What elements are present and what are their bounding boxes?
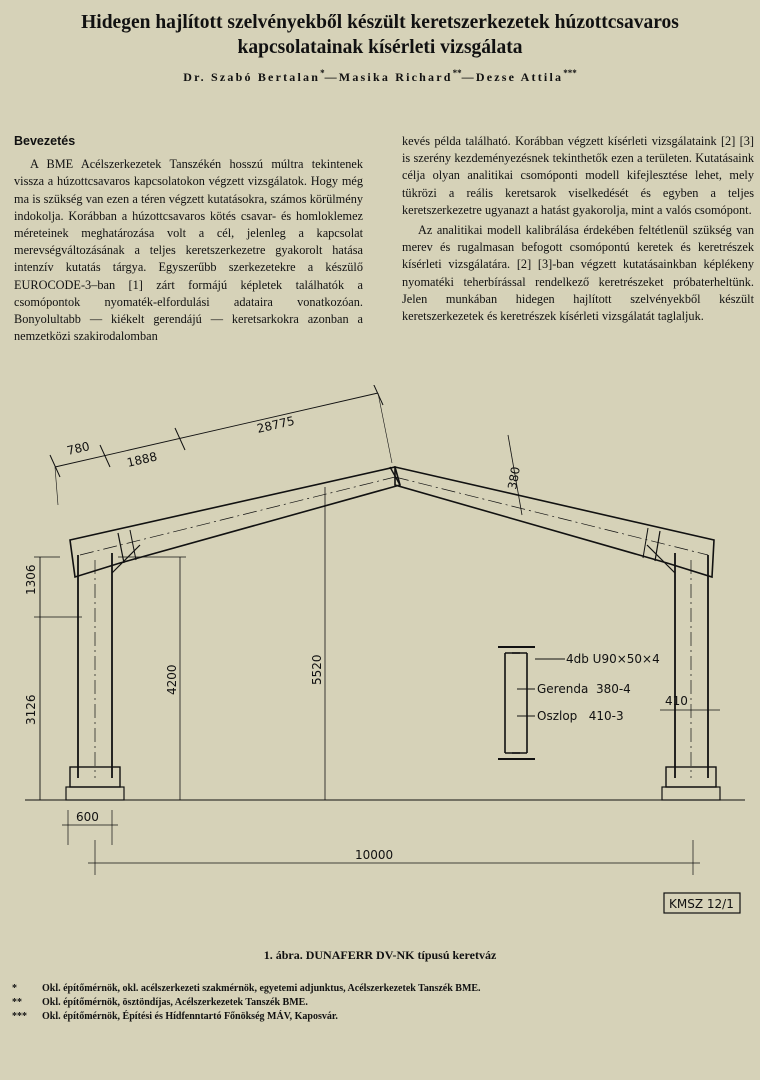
dim-600: 600 <box>76 810 99 824</box>
dim-780: 780 <box>65 439 91 458</box>
left-rafter-member <box>70 467 400 577</box>
dim-1888: 1888 <box>125 449 159 470</box>
author-1-mark: * <box>320 68 325 78</box>
figure-caption: 1. ábra. DUNAFERR DV-NK típusú keretváz <box>263 948 497 962</box>
author-1: Dr. Szabó Bertalan <box>183 70 321 84</box>
footnote-3-mark: *** <box>12 1011 27 1022</box>
title-line-2: kapcsolatainak kísérleti vizsgálata <box>237 37 523 58</box>
author-2: —Masika Richard <box>324 70 453 84</box>
dim-1306: 1306 <box>24 564 38 595</box>
section-heading: Bevezetés <box>14 134 76 148</box>
left-paragraph-1: A BME Acélszerkezetek Tanszékén hosszú múltra tekintenek vissza a húzottcsavaros kapcsolatokon végzett vizsgálatok. Hogy még ma is szükség van ezen a téren végzett kutatásokra, számos körülmény indokolja. Korábban a húzottcsavaros kötés csavar- és homloklemez méreteinek meghatározása volt a cél, jelenleg a kapcsolat merevségváltozásának a teljes keretszerkezetre gyakorolt hatása intenzív kutatás tárgya. Egyszerűbb szerkezetekre a készülő EUROCODE-3–ban [1] zárt formájú képletek találhatók a csomópontok nyomaték-elfordulási adataira vonatkozóan. Bonyolultabb — kiékelt gerendájú — keretsarkokra azonban a nemzetközi szakirodalomban <box>14 157 363 344</box>
footnote-1-mark: * <box>12 983 17 994</box>
legend-beam: Gerenda 380-4 <box>537 682 631 696</box>
right-rafter-member <box>390 467 714 577</box>
footnote-1-text: Okl. építőmérnök, okl. acélszerkezeti szakmérnök, egyetemi adjunktus, Acélszerkezetek Tanszék BME. <box>42 983 481 994</box>
footnote-3-text: Okl. építőmérnök, Építési és Hídfenntartó Főnökség MÁV, Kaposvár. <box>42 1011 338 1022</box>
dim-28775: 28775 <box>255 413 296 436</box>
stamp-label: KMSZ 12/1 <box>669 897 734 911</box>
frame-drawing <box>0 385 760 925</box>
left-column <box>14 133 363 345</box>
right-paragraph-1: kevés példa található. Korábban végzett kísérleti vizsgálataink [2] [3] is szerény kezdeményezésnek tekinthetők ezen a területen. Kutatásaink célja olyan analitikai csomóponti modell kifejlesztése lehet, mely tükrözi a reális keretsarok viselkedését és egyben a teljes keretszerkezetre ugyanazt a hatást gyakorolja, mint a valós csomópont. <box>402 134 754 217</box>
author-3: —Dezse Attila <box>461 70 564 84</box>
footnote-3 <box>12 1010 338 1024</box>
paper-title <box>20 10 740 60</box>
right-column-member <box>647 545 720 800</box>
dim-4200: 4200 <box>165 664 179 695</box>
footnote-1 <box>12 982 481 996</box>
author-2-mark: ** <box>452 68 462 78</box>
author-line <box>20 68 740 85</box>
footnote-2-text: Okl. építőmérnök, ösztöndíjas, Acélszerkezetek Tanszék BME. <box>42 997 308 1008</box>
dim-380: 380 <box>505 465 523 491</box>
author-3-mark: *** <box>563 68 577 78</box>
dim-410: 410 <box>665 694 688 708</box>
left-column-member <box>66 545 140 800</box>
dim-10000: 10000 <box>355 848 394 862</box>
right-column <box>402 133 754 325</box>
footnote-2-mark: ** <box>12 997 22 1008</box>
cross-section-sketch <box>498 647 565 759</box>
footnote-2 <box>12 996 308 1010</box>
dim-3126: 3126 <box>24 694 38 725</box>
title-line-1: Hidegen hajlított szelvényekből készült keretszerkezetek húzottcsavaros <box>81 12 679 33</box>
right-paragraph-2: Az analitikai modell kalibrálása érdekében feltétlenül szükség van merev és rugalmasan befogott csomópontú keretek és keretrészek kísérleti vizsgálatára. [2] [3]-ban végzett kutatásainkban képlékeny nyomatéki teherbírással rendelkező keretrészeket próbaterheltünk. Jelen munkában hidegen hajlított szelvényekből készült keretszerkezetek és keretrészek kísérleti vizsgálatát taglaljuk. <box>402 223 754 324</box>
dim-5520: 5520 <box>310 654 324 685</box>
legend-column: Oszlop 410-3 <box>537 709 624 723</box>
legend-connector: 4db U90×50×4 <box>566 652 660 666</box>
